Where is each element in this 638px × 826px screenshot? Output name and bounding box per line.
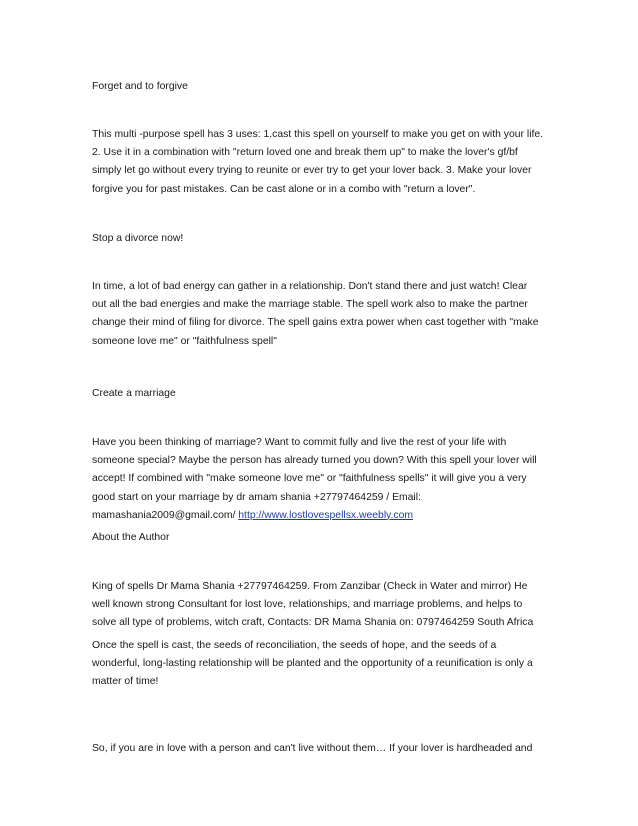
paragraph-spell-cast: Once the spell is cast, the seeds of reconciliation, the seeds of hope, and the seeds of a wonderful, long-lasting relationship will be planted and the opportunity of a reunification is only a matter of time! bbox=[92, 640, 533, 688]
paragraph-create-a-marriage bbox=[92, 434, 544, 525]
paragraph-in-love: So, if you are in love with a person and can't live without them… If your lover is hardheaded and bbox=[92, 743, 533, 754]
heading-create-a-marriage: Create a marriage bbox=[92, 388, 176, 399]
heading-stop-a-divorce: Stop a divorce now! bbox=[92, 233, 184, 244]
website-link[interactable]: http://www.lostlovespellsx.weebly.com bbox=[238, 509, 414, 521]
heading-about-the-author: About the Author bbox=[92, 532, 170, 543]
paragraph-about-the-author: King of spells Dr Mama Shania +27797464259. From Zanzibar (Check in Water and mirror) He well known strong Consultant for lost love, relationships, and marriage problems, and helps to solve all type of problems, witch craft, Contacts: DR Mama Shania on: 0797464259 South Africa bbox=[92, 581, 534, 629]
paragraph-forget-and-forgive: This multi -purpose spell has 3 uses: 1.cast this spell on yourself to make you get on with your life. 2. Use it in a combination with "return loved one and break them up" to make the lover's gf/bf simply let go without every trying to reunite or ever try to get your lover back. 3. Make your lover forgive you for past mistakes. Can be cast alone or in a combo with "return a lover". bbox=[92, 129, 544, 195]
paragraph-stop-a-divorce: In time, a lot of bad energy can gather in a relationship. Don't stand there and just watch! Clear out all the bad energies and make the marriage stable. The spell work also to make the partner change their mind of filing for divorce. The spell gains extra power when cast together with "make someone love me" or "faithfulness spell" bbox=[92, 281, 539, 347]
heading-forget-and-forgive: Forget and to forgive bbox=[92, 81, 188, 92]
paragraph-create-a-marriage-text: Have you been thinking of marriage? Want to commit fully and live the rest of your life with someone special? Maybe the person has already turned you down? With this spell your lover will accept! If combined with "make someone love me" or "faithfulness spells" it will give you a very good start on your marriage by dr amam shania +27797464259 / Email: mamashania2009@gmail.com/ bbox=[92, 437, 537, 521]
